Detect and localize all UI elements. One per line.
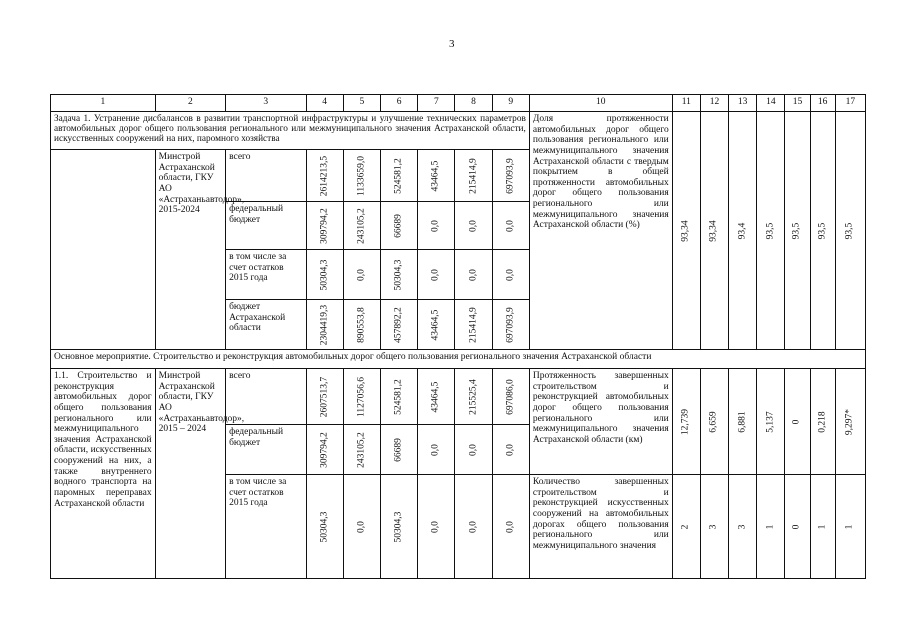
task1-indicator-value: 93,5 — [785, 112, 810, 350]
task1-category: всего — [226, 150, 306, 202]
item11-indicator1-value: 0 — [785, 369, 810, 475]
item11-value: 1127056,6 — [343, 369, 380, 425]
item11-indicator2-value: 2 — [672, 475, 700, 579]
col-header: 12 — [700, 95, 728, 112]
col-header: 3 — [226, 95, 306, 112]
task1-indicator-value: 93,34 — [700, 112, 728, 350]
task1-indicator: Доля протяженности автомобильных дорог общего пользования регионального или межмуниципального значения Астраханской области с твердым покрытием в общей протяженности автомобильных дорог общего пользования регионального или межмуниципального значения Астраханской области (%) — [529, 112, 672, 350]
item11-category: в том числе за счет остатков 2015 года — [226, 475, 306, 579]
task1-value: 697093,9 — [492, 300, 529, 350]
item11-executor: Минстрой Астраханской области, ГКУ АО «Астраханьавтодор», 2015 – 2024 — [155, 369, 225, 579]
item11-value: 50304,3 — [306, 475, 343, 579]
item11-indicator2-value: 0 — [785, 475, 810, 579]
task1-indicator-value: 93,5 — [757, 112, 785, 350]
task1-value: 66689 — [380, 202, 417, 250]
item11-value: 243105,2 — [343, 425, 380, 475]
item11-title: 1.1. Строительство и реконструкция автомобильных дорог общего пользования регионального или межмуниципального значения Астраханской области, искусственных сооружений на них, а также внутреннего водного транспорта на паромных переправах Астраханской области — [51, 369, 156, 579]
col-header: 17 — [835, 95, 865, 112]
task1-value: 524581,2 — [380, 150, 417, 202]
item11-indicator1-value: 0,218 — [810, 369, 835, 475]
col-header: 16 — [810, 95, 835, 112]
task1-value: 309794,2 — [306, 202, 343, 250]
task1-value: 215414,9 — [455, 300, 492, 350]
item11-value: 0,0 — [455, 475, 492, 579]
task1-value: 0,0 — [418, 250, 455, 300]
task1-value: 697093,9 — [492, 150, 529, 202]
task1-value: 890553,8 — [343, 300, 380, 350]
item11-value: 309794,2 — [306, 425, 343, 475]
col-header: 7 — [418, 95, 455, 112]
main-measure-row — [51, 350, 866, 369]
task1-value: 0,0 — [492, 250, 529, 300]
task1-indicator-value: 93,4 — [729, 112, 757, 350]
item11-category: всего — [226, 369, 306, 425]
task1-executor: Минстрой Астраханской области, ГКУ АО «Астраханьавтодор», 2015-2024 — [155, 150, 225, 350]
col-header: 14 — [757, 95, 785, 112]
item11-indicator1-value: 9,297* — [835, 369, 865, 475]
col-header: 10 — [529, 95, 672, 112]
col-header: 15 — [785, 95, 810, 112]
item11-value: 66689 — [380, 425, 417, 475]
task1-value: 457892,2 — [380, 300, 417, 350]
item11-indicator1-value: 6,659 — [700, 369, 728, 475]
task1-value: 0,0 — [418, 202, 455, 250]
task1-value: 43464,5 — [418, 300, 455, 350]
col-header: 11 — [672, 95, 700, 112]
task1-value: 0,0 — [343, 250, 380, 300]
task1-value: 2614213,5 — [306, 150, 343, 202]
item11-indicator2-value: 1 — [810, 475, 835, 579]
col-header: 13 — [729, 95, 757, 112]
main-measure: Основное мероприятие. Строительство и реконструкция автомобильных дорог общего пользования регионального значения Астраханской области — [51, 350, 866, 369]
item11-category: федеральный бюджет — [226, 425, 306, 475]
task1-value: 50304,3 — [306, 250, 343, 300]
item11-indicator1-value: 12,739 — [672, 369, 700, 475]
task1-value: 2304419,3 — [306, 300, 343, 350]
col-header: 8 — [455, 95, 492, 112]
item11-value: 50304,3 — [380, 475, 417, 579]
task1-value: 215414,9 — [455, 150, 492, 202]
task1-title-row — [51, 112, 866, 150]
item11-value: 43464,5 — [418, 369, 455, 425]
item11-indicator2-value: 3 — [700, 475, 728, 579]
item11-value: 0,0 — [343, 475, 380, 579]
task1-title: Задача 1. Устранение дисбалансов в развитии транспортной инфраструктуры и улучшение технических параметров автомобильных дорог общего пользования регионального или межмуниципального значения Астраханской области, искусственных сооружений на них, паромного хозяйства — [51, 112, 530, 150]
task1-value: 0,0 — [492, 202, 529, 250]
task1-value: 50304,3 — [380, 250, 417, 300]
col-header: 1 — [51, 95, 156, 112]
item11-value: 0,0 — [492, 425, 529, 475]
item11-value: 0,0 — [418, 475, 455, 579]
task1-category: бюджет Астраханской области — [226, 300, 306, 350]
col-header: 2 — [155, 95, 225, 112]
item11-value: 697086,0 — [492, 369, 529, 425]
item11-indicator1-value: 6,881 — [729, 369, 757, 475]
program-table — [50, 94, 866, 579]
header-row — [51, 95, 866, 112]
col-header: 6 — [380, 95, 417, 112]
page-number: 3 — [449, 38, 455, 50]
task1-category: федеральный бюджет — [226, 202, 306, 250]
task1-indicator-value: 93,5 — [835, 112, 865, 350]
task1-value: 0,0 — [455, 202, 492, 250]
task1-blank-cell — [51, 150, 156, 350]
col-header: 9 — [492, 95, 529, 112]
col-header: 5 — [343, 95, 380, 112]
item11-indicator1-value: 5,137 — [757, 369, 785, 475]
item11-value: 0,0 — [418, 425, 455, 475]
item11-indicator2-value: 3 — [729, 475, 757, 579]
item11-indicator2-value: 1 — [835, 475, 865, 579]
task1-value: 243105,2 — [343, 202, 380, 250]
task1-indicator-value: 93,5 — [810, 112, 835, 350]
col-header: 4 — [306, 95, 343, 112]
item11-value: 215525,4 — [455, 369, 492, 425]
item11-indicator2: Количество завершенных строительством и реконструкцией искусственных сооружений на автомобильных дорогах общего пользования регионального или межмуниципального значения — [529, 475, 672, 579]
item11-value: 0,0 — [492, 475, 529, 579]
task1-value: 0,0 — [455, 250, 492, 300]
item11-indicator2-value: 1 — [757, 475, 785, 579]
item11-row-total — [51, 369, 866, 425]
task1-indicator-value: 93,34 — [672, 112, 700, 350]
item11-value: 0,0 — [455, 425, 492, 475]
item11-value: 524581,2 — [380, 369, 417, 425]
task1-category: в том числе за счет остатков 2015 года — [226, 250, 306, 300]
task1-value: 43464,5 — [418, 150, 455, 202]
task1-value: 1133659,0 — [343, 150, 380, 202]
item11-indicator1: Протяженность завершенных строительством и реконструкцией автомобильных дорог общего пользования регионального или межмуниципального значения Астраханской области (км) — [529, 369, 672, 475]
item11-value: 2607513,7 — [306, 369, 343, 425]
